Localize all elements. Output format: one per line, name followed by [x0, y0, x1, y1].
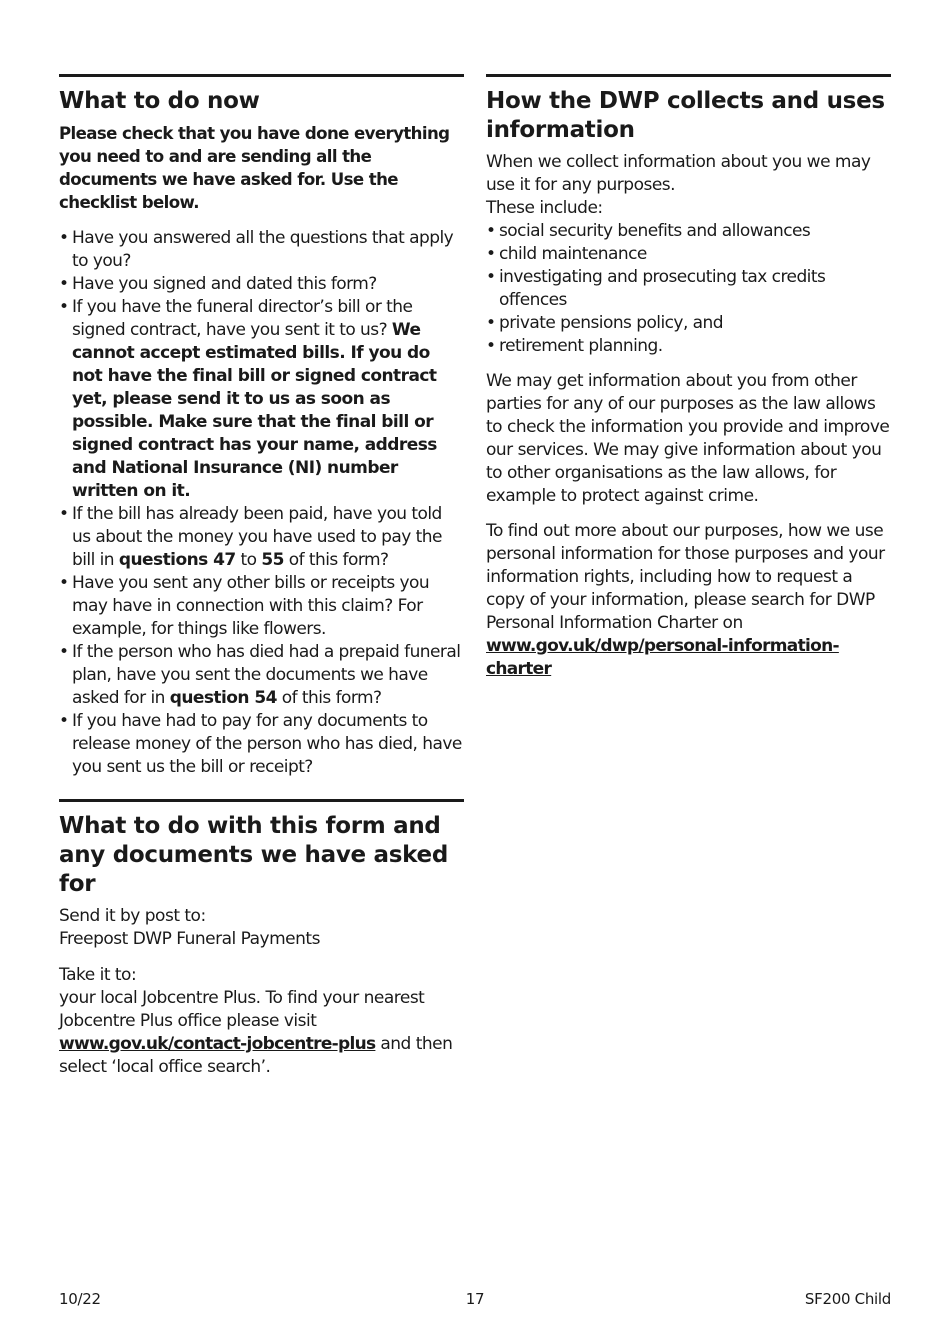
checklist-item: • If you have the funeral director’s bill or the signed contract, have you sent it to us? We cannot accept estimated bills. If you do not have the final bill or signed contract yet, please send it to us as soon as possible. Make sure that the final bill or signed contract has your name, address and National Insurance (NI) number written on it. — [59, 296, 464, 503]
send-form-heading: What to do with this form and any documents we have asked for — [59, 813, 448, 897]
checklist-intro: Please check that you have done everything you need to and are sending all the documents we have asked for. Use the checklist below. — [59, 124, 450, 212]
footer-page-number: 17 — [465, 1290, 485, 1308]
checklist — [59, 227, 464, 779]
checklist-item: • Have you signed and dated this form? — [59, 273, 464, 296]
dwp-intro: When we collect information about you we may use it for any purposes. — [486, 152, 871, 195]
list-item: • social security benefits and allowances — [486, 220, 891, 243]
post-address: Freepost DWP Funeral Payments — [59, 929, 320, 949]
personal-information-charter-link[interactable]: www.gov.uk/dwp/personal-information-charter — [486, 636, 839, 679]
post-label: Send it by post to: — [59, 906, 206, 926]
charter-link-line — [486, 635, 891, 681]
dwp-information-heading: How the DWP collects and uses information — [486, 88, 885, 143]
dwp-intro-list-label: These include: — [486, 198, 603, 218]
send-form-section — [59, 799, 464, 1079]
take-it-text: your local Jobcentre Plus. To find your nearest Jobcentre Plus office please visit www.gov.uk/contact-jobcentre-plus and then select ‘local office search’. — [59, 988, 453, 1077]
dwp-paragraph-sharing: We may get information about you from other parties for any of our purposes as the law allows to check the information you provide and improve our services. We may give information about you to other organisations as the law allows, for example to protect against crime. — [486, 371, 890, 506]
estimated-bills-warning: We cannot accept estimated bills. If you do not have the final bill or signed contract yet, please send it to us as soon as possible. Make sure that the final bill or signed contract has your name, address and National Insurance (NI) number written on it. — [72, 320, 437, 501]
list-item: • investigating and prosecuting tax credits offences — [486, 266, 891, 312]
right-column — [486, 74, 891, 681]
take-label: Take it to: — [59, 965, 137, 985]
what-to-do-now-heading: What to do now — [59, 88, 260, 114]
checklist-item: • If you have had to pay for any documents to release money of the person who has died, have you sent us the bill or receipt? — [59, 710, 464, 779]
checklist-item: • Have you sent any other bills or receipts you may have in connection with this claim? For example, for things like flowers. — [59, 572, 464, 641]
checklist-item: • Have you answered all the questions that apply to you? — [59, 227, 464, 273]
dwp-information-section — [486, 74, 891, 681]
left-column — [59, 74, 464, 1079]
footer-form-code: SF200 Child — [804, 1290, 891, 1308]
footer-date: 10/22 — [59, 1290, 101, 1308]
list-item: • retirement planning. — [486, 335, 891, 358]
dwp-paragraph-more-info: To find out more about our purposes, how we use personal information for those purposes and your information rights, including how to request a copy of your information, please search for DWP Personal Information Charter on — [486, 521, 885, 633]
checklist-item: • If the person who has died had a prepaid funeral plan, have you sent the documents we have asked for in question 54 of this form? — [59, 641, 464, 710]
list-item: • child maintenance — [486, 243, 891, 266]
list-item: • private pensions policy, and — [486, 312, 891, 335]
what-to-do-now-section — [59, 74, 464, 779]
checklist-item: • If the bill has already been paid, have you told us about the money you have used to pay the bill in questions 47 to 55 of this form? — [59, 503, 464, 572]
jobcentre-link[interactable]: www.gov.uk/contact-jobcentre-plus — [59, 1034, 376, 1054]
dwp-purposes-list — [486, 220, 891, 358]
